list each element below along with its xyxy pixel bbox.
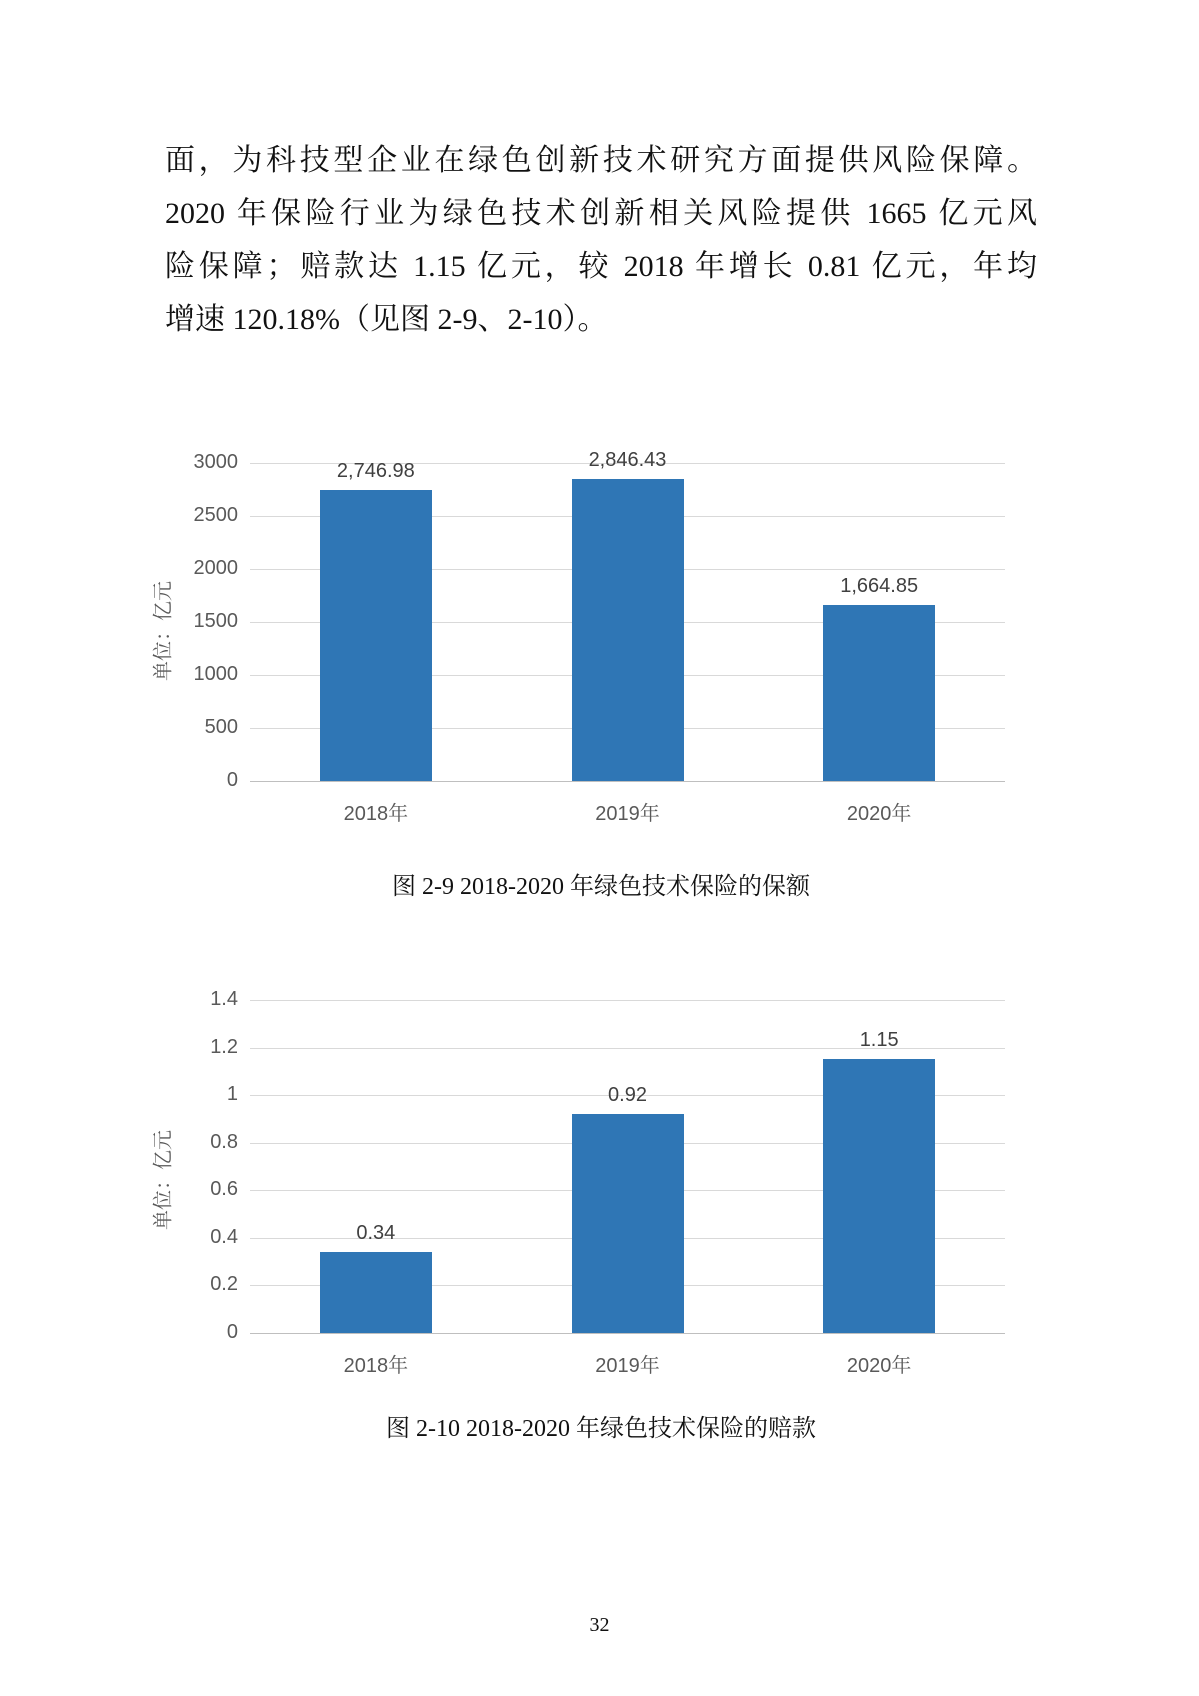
- bar: [823, 605, 935, 781]
- y-tick-label: 0.6: [210, 1178, 238, 1201]
- bar: [320, 1252, 432, 1333]
- y-tick-label: 1500: [193, 610, 238, 632]
- y-tick-label: 1: [226, 1083, 238, 1106]
- bar: [320, 490, 432, 781]
- x-axis-line: [250, 781, 1005, 782]
- y-axis-title: 单位：亿元: [152, 1130, 175, 1230]
- figure-caption: 图 2-10 2018-2020 年绿色技术保险的赔款: [386, 1416, 816, 1442]
- y-axis-title: 单位：亿元: [152, 581, 175, 681]
- paragraph-line: 险保障；赔款达 1.15 亿元，较 2018 年增长 0.81 亿元，年均: [165, 250, 1037, 283]
- paragraph-line: 增速 120.18%（见图 2-9、2-10）。: [165, 303, 608, 336]
- bar-value-label: 0.34: [356, 1222, 396, 1245]
- x-axis-category-label: 2020年: [846, 803, 912, 825]
- y-tick-label: 0.2: [210, 1273, 238, 1296]
- bar-chart-insured-amount: [152, 415, 1037, 835]
- bar: [823, 1059, 935, 1333]
- y-tick-label: 1.2: [210, 1035, 238, 1058]
- paragraph-line: 2020 年保险行业为绿色技术创新相关风险提供 1665 亿元风: [165, 197, 1037, 230]
- bar: [572, 479, 684, 781]
- bar-value-label: 0.92: [608, 1084, 647, 1107]
- body-paragraph: [165, 134, 1037, 346]
- bar-value-label: 2,846.43: [588, 449, 667, 472]
- figure-caption: 图 2-9 2018-2020 年绿色技术保险的保额: [392, 874, 810, 900]
- page-number: 32: [589, 1614, 610, 1636]
- bar-value-label: 1.15: [859, 1029, 899, 1052]
- x-axis-category-label: 2018年: [343, 1355, 409, 1377]
- y-tick-label: 0: [226, 1321, 238, 1343]
- bar-value-label: 2,746.98: [336, 459, 415, 482]
- y-tick-label: 0.4: [210, 1225, 238, 1248]
- y-tick-label: 1000: [193, 663, 238, 685]
- y-tick-label: 0: [226, 769, 238, 791]
- bar: [572, 1114, 684, 1333]
- x-axis-category-label: 2020年: [846, 1355, 912, 1377]
- bar-chart-claims-paid: [152, 960, 1037, 1396]
- x-axis-line: [250, 1333, 1005, 1334]
- paragraph-line: 面，为科技型企业在绿色创新技术研究方面提供风险保障。: [165, 144, 1037, 177]
- y-tick-label: 2500: [193, 504, 238, 526]
- y-tick-label: 500: [204, 716, 238, 738]
- gridline: [250, 1000, 1005, 1001]
- x-axis-category-label: 2019年: [595, 803, 660, 825]
- x-axis-category-label: 2018年: [343, 803, 409, 825]
- y-tick-label: 1.4: [210, 988, 238, 1010]
- bar-value-label: 1,664.85: [840, 574, 919, 597]
- y-tick-label: 0.8: [210, 1130, 238, 1153]
- x-axis-category-label: 2019年: [595, 1355, 660, 1377]
- y-tick-label: 3000: [193, 451, 238, 473]
- y-tick-label: 2000: [193, 557, 238, 579]
